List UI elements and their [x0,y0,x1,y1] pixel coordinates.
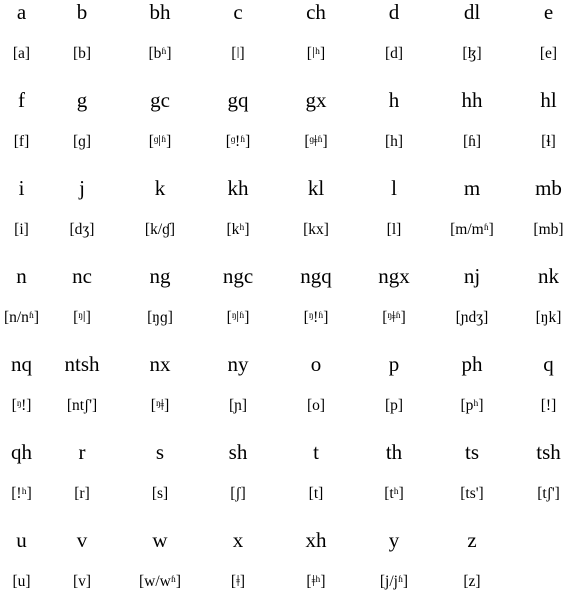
ipa-cell: [z] [463,573,481,590]
letter-cell: k [154,176,166,200]
letter-cell: gq [227,88,249,112]
letter-cell: y [388,528,400,552]
letter-cell: nx [149,352,171,376]
ipa-row [0,132,586,152]
ipa-cell: [p] [384,397,404,414]
letter-cell: nj [463,264,481,288]
ipa-row [0,308,586,328]
ipa-row [0,484,586,504]
letter-cell: ch [306,0,326,24]
letter-cell: q [543,352,554,376]
ipa-cell: [ɮ] [462,45,482,62]
letter-cell: xh [305,528,327,552]
ipa-cell: [f] [13,133,30,150]
ipa-row [0,572,586,592]
letter-cell: th [385,440,403,464]
letter-cell: g [76,88,88,112]
letter-cell: n [16,264,27,288]
ipa-cell: [ᵑǂ] [150,397,170,414]
ipa-cell: [ʃ] [230,485,246,502]
ipa-cell: [ts'] [460,485,484,502]
letter-cell: t [313,440,319,464]
letter-row [0,352,586,376]
letter-cell [511,528,586,552]
letter-row [0,176,586,200]
letter-cell: kh [227,176,249,200]
ipa-cell: [kx] [303,221,329,238]
letter-cell: gc [150,88,170,112]
ipa-cell: [ɬ] [541,133,556,150]
ipa-cell: [ɦ] [462,133,482,150]
letter-cell: ntsh [64,352,100,376]
letter-cell: sh [228,440,248,464]
letter-cell: a [16,0,27,24]
ipa-cell: [m/mʱ] [450,221,494,238]
letter-cell: ng [149,264,171,288]
letter-cell: e [543,0,554,24]
ipa-cell: [ᶢǀʱ] [148,133,172,150]
ipa-cell: [ᶢǃʱ] [225,133,251,150]
ipa-cell: [tʃ'] [537,485,560,502]
ipa-cell: [k/ɠ] [144,221,176,238]
ipa-cell: [s] [151,485,169,502]
letter-cell: u [16,528,27,552]
ipa-cell: [pʰ] [460,397,484,414]
letter-cell: h [388,88,400,112]
ipa-cell: [ᵑǂʱ] [382,309,406,326]
letter-cell: gx [305,88,327,112]
letter-cell: i [18,176,25,200]
letter-cell: ph [461,352,483,376]
letter-cell: dl [463,0,481,24]
letter-row [0,440,586,464]
ipa-cell: [l] [386,221,402,238]
ipa-cell: [b] [72,45,92,62]
ipa-cell: [ntʃ'] [66,397,98,414]
ipa-cell: [tʰ] [384,485,404,502]
letter-cell: mb [535,176,562,200]
ipa-cell: [kʰ] [226,221,250,238]
ipa-cell: [ǀ] [231,45,245,62]
letter-cell: c [233,0,243,24]
letter-cell: ts [464,440,479,464]
ipa-cell: [w/wʱ] [139,573,181,590]
ipa-cell: [dʒ] [69,221,95,238]
letter-row [0,0,586,24]
ipa-cell: [ŋɡ] [147,309,173,326]
letter-cell: ngx [378,264,410,288]
letter-cell: j [79,176,85,200]
letter-cell: o [310,352,322,376]
ipa-cell: [ǃ] [540,397,557,414]
ipa-cell: [ᵑǀ] [73,309,91,326]
ipa-cell: [e] [539,45,558,62]
letter-row [0,528,586,552]
letter-row [0,88,586,112]
ipa-cell: [r] [74,485,90,502]
letter-cell: p [388,352,400,376]
letter-cell: nc [72,264,92,288]
ipa-cell: [ǂ] [230,573,246,590]
ipa-cell: [u] [12,573,31,590]
letter-cell: m [463,176,481,200]
ipa-cell: [a] [12,45,31,62]
letter-cell: qh [11,440,32,464]
ipa-cell: [v] [72,573,92,590]
letter-cell: z [467,528,477,552]
letter-cell: b [76,0,88,24]
letter-cell: hh [461,88,483,112]
ipa-cell: [ɲ] [228,397,248,414]
letter-cell: x [232,528,244,552]
letter-cell: kl [307,176,325,200]
ipa-cell: [ǃʰ] [11,485,32,502]
ipa-cell: [j/jʱ] [379,573,409,590]
ipa-cell: [ᵑǀʱ] [226,309,250,326]
ipa-cell: [ŋk] [535,309,562,326]
letter-cell: r [78,440,86,464]
ipa-cell: [i] [14,221,29,238]
ipa-cell: [bʱ] [148,45,172,62]
letter-cell: bh [149,0,171,24]
ipa-cell: [ᵑǃ] [11,397,32,414]
letter-cell: hl [540,88,557,112]
ipa-cell: [ǀʰ] [306,45,326,62]
ipa-cell [511,572,586,592]
letter-cell: nk [538,264,559,288]
ipa-cell: [n/nʱ] [3,309,40,326]
letter-row [0,264,586,288]
ipa-cell: [ᵑǃʱ] [303,309,329,326]
ipa-row [0,220,586,240]
letter-cell: f [18,88,25,112]
letter-cell: w [152,528,168,552]
ipa-cell: [mb] [533,221,564,238]
letter-cell: ngq [300,264,332,288]
ipa-row [0,396,586,416]
ipa-cell: [ᶢǂʱ] [304,133,328,150]
letter-cell: d [388,0,400,24]
ipa-cell: [h] [384,133,404,150]
letter-cell: l [391,176,397,200]
letter-cell: nq [11,352,32,376]
letter-cell: ny [227,352,249,376]
ipa-cell: [o] [306,397,326,414]
ipa-cell: [ɲdʒ] [455,309,489,326]
letter-cell: tsh [536,440,561,464]
letter-cell: s [155,440,165,464]
ipa-row [0,44,586,64]
letter-cell: v [76,528,88,552]
ipa-cell: [ɡ] [72,133,92,150]
letter-cell: ngc [222,264,254,288]
ipa-cell: [d] [384,45,404,62]
ipa-cell: [t] [308,485,324,502]
ipa-cell: [ǂʰ] [306,573,326,590]
